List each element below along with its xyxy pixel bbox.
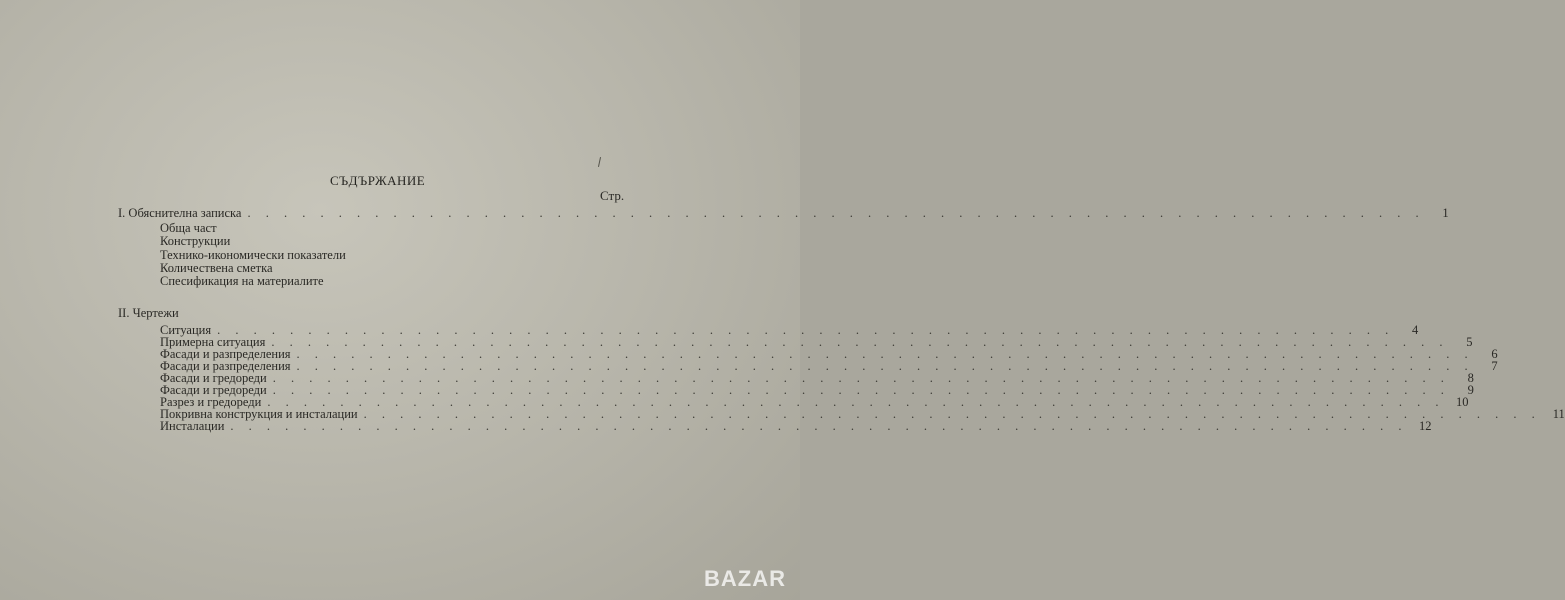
toc-section-1-subitems: [160, 222, 346, 288]
dot-leader: . . . . . . . . . . . . . . . . . . . . . . . . . . . . . . . . . . . . . . . . . . . . . . . . . . . . . . . . . . . . . . . . .: [247, 206, 1425, 220]
toc-subitem: Количествена сметка: [160, 260, 273, 275]
toc-item-label: Фасади и разпределения: [160, 359, 291, 373]
toc-item-page: 4: [1411, 323, 1419, 337]
toc-subitem: Спесификация на материалите: [160, 274, 324, 289]
dot-leader: . . . . . . . . . . . . . . . . . . . . . . . . . . . . . . . . . . . . . . . . . . . . . . . . . . . . . . . . . . . . . . . . .: [271, 335, 1449, 349]
dot-leader: . . . . . . . . . . . . . . . . . . . . . . . . . . . . . . . . . . . . . . . . . . . . . . . . . . . . . . . . . . . . . . . . .: [296, 359, 1474, 373]
toc-item-label: Покривна конструкция и инсталации: [160, 407, 358, 421]
toc-item-page: 8: [1467, 371, 1474, 385]
toc-section-2-heading: II. Чертежи: [118, 306, 179, 320]
toc-item-page: 11: [1552, 407, 1565, 421]
toc-item-label: Разрез и гредореди: [160, 395, 262, 409]
toc-item-label: Фасади и гредореди: [160, 371, 267, 385]
toc-item-page: 12: [1419, 419, 1432, 433]
pencil-mark: [598, 157, 601, 167]
toc-item-label: Примерна ситуация: [160, 335, 266, 349]
toc-item-label: Инсталации: [160, 419, 225, 433]
dot-leader: . . . . . . . . . . . . . . . . . . . . . . . . . . . . . . . . . . . . . . . . . . . . . . . . . . . . . . . . . . . . . . . . .: [296, 347, 1474, 361]
watermark-logo: BAZAR: [704, 566, 786, 591]
dot-leader: . . . . . . . . . . . . . . . . . . . . . . . . . . . . . . . . . . . . . . . . . . . . . . . . . . . . . . . . . . . . . . . . .: [272, 371, 1450, 385]
toc-section-1: [118, 206, 1449, 221]
toc-subitem: Конструкции: [160, 234, 231, 249]
page-column-label: Стр.: [600, 188, 625, 203]
toc-item-page: 5: [1466, 335, 1473, 349]
toc-item-page: 9: [1467, 383, 1474, 397]
toc-item-label: Ситуация: [160, 323, 212, 337]
toc-subitem: Технико-икономически показатели: [160, 247, 346, 262]
toc-section-1-page: 1: [1442, 206, 1449, 220]
toc-item-page: 6: [1491, 347, 1498, 361]
dot-leader: . . . . . . . . . . . . . . . . . . . . . . . . . . . . . . . . . . . . . . . . . . . . . . . . . . . . . . . . . . . . . . . . .: [363, 407, 1541, 421]
toc-item-page: 10: [1455, 395, 1469, 409]
dot-leader: . . . . . . . . . . . . . . . . . . . . . . . . . . . . . . . . . . . . . . . . . . . . . . . . . . . . . . . . . . . . . . . . .: [267, 395, 1445, 409]
toc-subitem: Обща част: [160, 221, 217, 235]
toc-section-1-heading: I. Обяснителна записка: [118, 206, 242, 220]
toc-item-label: Фасади и разпределения: [160, 347, 291, 361]
page-title: СЪДЪРЖАНИЕ: [330, 173, 426, 188]
toc-item-label: Фасади и гредореди: [160, 383, 267, 397]
dot-leader: . . . . . . . . . . . . . . . . . . . . . . . . . . . . . . . . . . . . . . . . . . . . . . . . . . . . . . . . . . . . . . . . .: [272, 383, 1450, 397]
dot-leader: . . . . . . . . . . . . . . . . . . . . . . . . . . . . . . . . . . . . . . . . . . . . . . . . . . . . . . . . . . . . . . . . .: [230, 419, 1408, 433]
toc-section-2-items: [160, 323, 1565, 433]
dot-leader: . . . . . . . . . . . . . . . . . . . . . . . . . . . . . . . . . . . . . . . . . . . . . . . . . . . . . . . . . . . . . . . . .: [217, 323, 1395, 337]
toc-item: [160, 419, 1432, 433]
toc-item-page: 7: [1491, 359, 1498, 373]
